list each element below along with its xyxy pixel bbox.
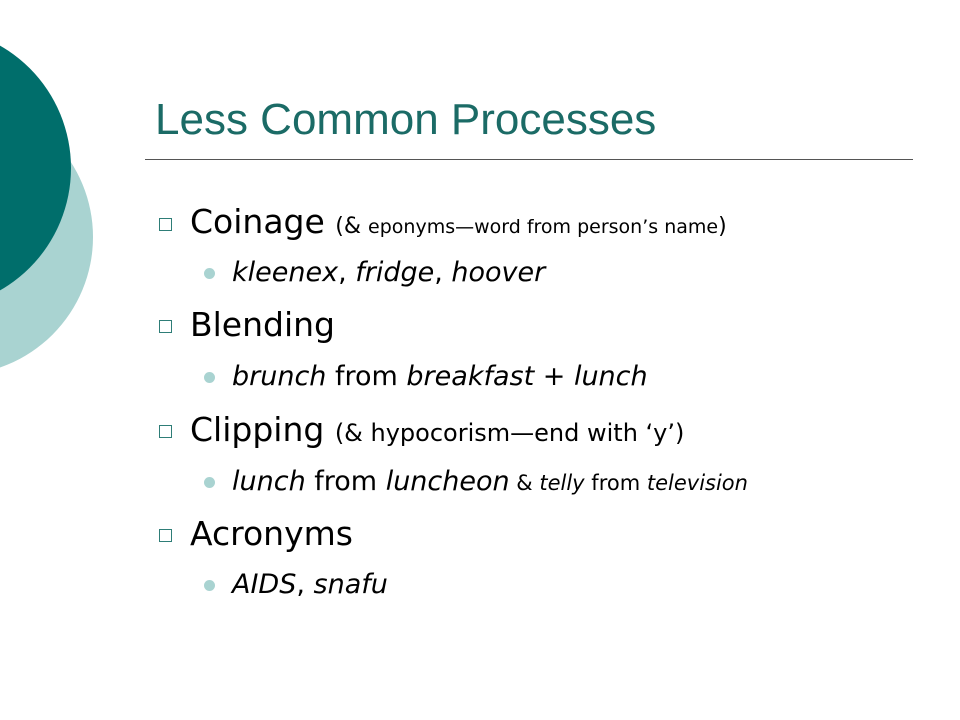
decorative-circles [0, 0, 120, 400]
example-word: television [646, 471, 748, 495]
example-word: telly [539, 471, 585, 495]
round-bullet-icon [204, 372, 215, 383]
note-open: (& [335, 214, 369, 239]
term-heading: Acronyms [190, 514, 353, 553]
example-word: fridge [355, 257, 435, 288]
connector: from [326, 361, 407, 392]
bullet-text [190, 410, 684, 450]
square-bullet-icon [159, 425, 172, 438]
example-text [232, 257, 545, 289]
example-word: kleenex [232, 257, 339, 288]
example-word: breakfast + lunch [406, 361, 648, 392]
square-bullet-icon [159, 218, 172, 231]
square-bullet-icon [159, 529, 172, 542]
term-heading: Clipping [190, 410, 325, 449]
separator: , [296, 569, 314, 600]
title-divider [145, 159, 913, 160]
round-bullet-icon [204, 268, 215, 279]
example-word: AIDS [232, 569, 297, 600]
term-heading: Coinage [190, 202, 325, 241]
connector: & [509, 471, 540, 495]
example-text [232, 466, 748, 498]
example-text [232, 361, 648, 393]
term-heading: Blending [190, 305, 336, 344]
round-bullet-icon [204, 580, 215, 591]
connector: from [584, 471, 647, 495]
connector: from [305, 466, 386, 497]
example-text [232, 569, 388, 601]
round-bullet-icon [204, 477, 215, 488]
note-text: eponyms—word from person’s name [368, 216, 719, 238]
bullet-text [190, 514, 353, 554]
example-word: luncheon [385, 466, 510, 497]
bullet-text [190, 305, 335, 345]
example-word: hoover [451, 257, 546, 288]
example-word: brunch [232, 361, 327, 392]
separator: , [434, 257, 452, 288]
term-note: (& hypocorism—end with ‘y’) [334, 419, 685, 447]
bullet-text [190, 202, 727, 242]
square-bullet-icon [159, 320, 172, 333]
note-close: ) [718, 214, 727, 239]
example-word: lunch [232, 466, 306, 497]
separator: , [338, 257, 356, 288]
slide-title: Less Common Processes [155, 95, 657, 144]
example-word: snafu [313, 569, 388, 600]
